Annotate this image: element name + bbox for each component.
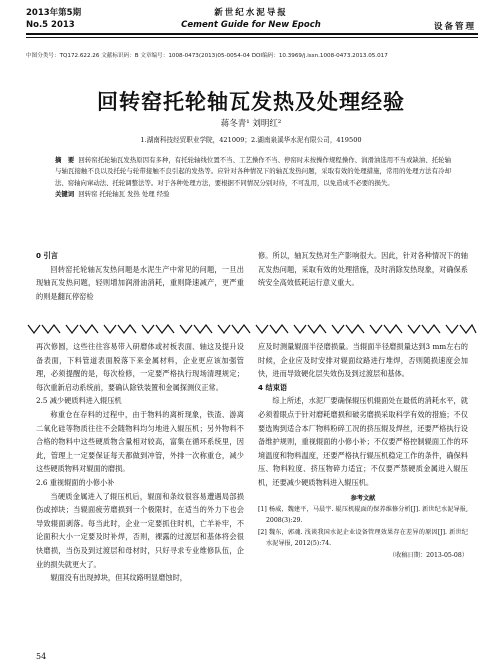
references <box>258 493 468 561</box>
keywords-label: 关键词 <box>55 190 75 199</box>
reference-1: [1] 杨威，魏建平，马晨宇. 辊压机辊面的保养维修分析[J]. 新世纪水泥导报, 2008(3):29. <box>258 505 468 525</box>
paragraph-cleanup: 再次修圆，这些往往容易带入研磨体或衬板表面、轴这及提升设备表面，下料管道表面脱落下来金属材料，企业更应该加强管理，必须提醒的是，每次检修，一定要严格执行现场清理规定；每次重新启动系统前，要确认除铁装置和金属探测仪正常。 <box>36 342 244 392</box>
classification-line: 中图分类号：TQ172.622.26 文献标识码：B 文章编号：1008-0473(2013)05-0054-04 DOI编码：10.3969/j.issn.1008-0473.2013.05.017 <box>26 53 388 59</box>
section-name: 设备管理 <box>433 22 476 32</box>
abstract <box>55 155 451 201</box>
intro-continued: 修。所以，轴瓦发热对生产影响很大。因此，针对各种情况下的轴瓦发热问题，采取有效的处理措施，及时消除发热现象，对确保系统安全高效低耗运行意义重大。 <box>258 251 468 288</box>
reference-2: [2] 魏东，郭魂. 浅谈我国水泥企业设备管理效果存在差异的原因[J]. 新世纪水泥导报, 2012(5):74. <box>258 528 468 548</box>
affiliation: 1.湖南科技经贸职业学院，421009；2.湖南泉溪华水泥有限公司，419500 <box>140 136 362 144</box>
left-column-bottom <box>36 340 244 585</box>
paragraph-wear: 辊面没有出现掉块，但其纹路明显磨蚀时， <box>50 573 187 583</box>
decorative-band <box>26 322 478 336</box>
section-heading-conclusion: 4 结束语 <box>258 382 288 392</box>
issue-number: No.5 2013 <box>26 20 75 30</box>
subheading-2-6: 2.6 重视辊面的小修小补 <box>36 477 115 487</box>
abstract-label: 摘 要 <box>55 156 75 164</box>
paragraph-repair: 当硬质金属进入了辊压机后，辊面和条纹很容易遭遇局部损伤或掉块；当辊面疲劳磨损到一个极限时，在适当的外力下也会导致辊面剥落。每当此时，企业一定要抓住时机，亡羊补牢，不论面积大小一定要及时补焊，否则，裸露的过渡层和基体将会很快磨损，当伤及到过渡层和母材时，只好寻求专业维修队伍，企业的损失就更大了。 <box>36 491 244 569</box>
header-rule-thick <box>26 33 478 35</box>
article-title: 回转窑托轮轴瓦发热及处理经验 <box>97 89 405 114</box>
authors: 蒋冬青¹ 刘明红² <box>220 119 282 129</box>
right-column-top <box>258 249 468 290</box>
right-column-bottom <box>258 340 468 561</box>
subheading-2-5: 2.5 减少硬质料进入辊压机 <box>36 396 122 406</box>
received-date: （收稿日期：2013-05-08） <box>389 551 468 559</box>
journal-name-en: Cement Guide for New Epoch <box>181 20 321 30</box>
journal-name-cn: 新世纪水泥导报 <box>214 8 288 18</box>
page-number: 54 <box>36 652 47 661</box>
references-heading: 参考文献 <box>350 494 376 502</box>
issue-year: 2013年第5期 <box>26 8 82 18</box>
intro-paragraph: 回转窑托轮轴瓦发热问题是水泥生产中常见的问题，一旦出现轴瓦发热问题，轻则增加润滑油消耗，重则降速减产，更严重的则是翻瓦停窑检 <box>36 264 244 301</box>
keywords: 回转窑 托轮轴瓦 发热 处理 经验 <box>78 190 170 199</box>
left-column-top <box>36 249 244 303</box>
paragraph-measure: 应及时测量辊面半径磨损量。当辊面半径磨损量达到3 mm左右的时候，企业应及时安排对辊面纹路进行堆焊，否则随损速度会加快，进而导致硬化层失效伤及到过渡层和基体。 <box>258 342 468 379</box>
abstract-text: 回转窑托轮轴瓦发热原因有多种，有托轮轴线位置不当、工艺操作不当、停窑时未按操作规程操作、润滑油选用不当或缺油、托轮轴与轴瓦接触不良以及托轮与轮带接触不良引起的发热等。应针对各种情况下的轴瓦发热问题，采取有效的处理措施，常用的处理方法有冷却法、窑轴向窜动法、托轮调整法等。对于各种处理方法，要根据不同情况分别对待，不可乱用，以免造成不必要的损失。 <box>55 156 452 187</box>
paragraph-hard-material: 称重仓在存料的过程中，由于物料的离析现象，铁渣、游离二氧化硅等物质往往不会随物料均匀地进入辊压机；另外物料不合格的物料中这些硬质物含量相对较高，富集在循环系统里，因此，管理上一定要保证每天都做到冲管，外排一次称重仓，减少这些硬质物料对辊面的磨损。 <box>36 409 244 474</box>
header-rule-thin <box>26 37 478 38</box>
paragraph-conclusion: 综上所述，水泥厂要确保辊压机辊面处在最低的消耗水平，就必须着眼点于针对磨耗磨损和破劣磨损采取科学有效的措施；不仅要选购到适合本厂物料粉碎工况的挤压辊及焊丝，还要严格执行设备维护规则，重视辊面的小修小补；不仅要严格控制辊面工作的环境温度和物料温度，还要严格执行辊压机稳定工作的条件，确保料压、物料粒度、挤压物碎力适宜；不仅要严禁硬质金属进入辊压机，还要减少硬质物料进入辊压机。 <box>258 396 468 487</box>
section-heading-intro: 0 引言 <box>36 251 58 260</box>
